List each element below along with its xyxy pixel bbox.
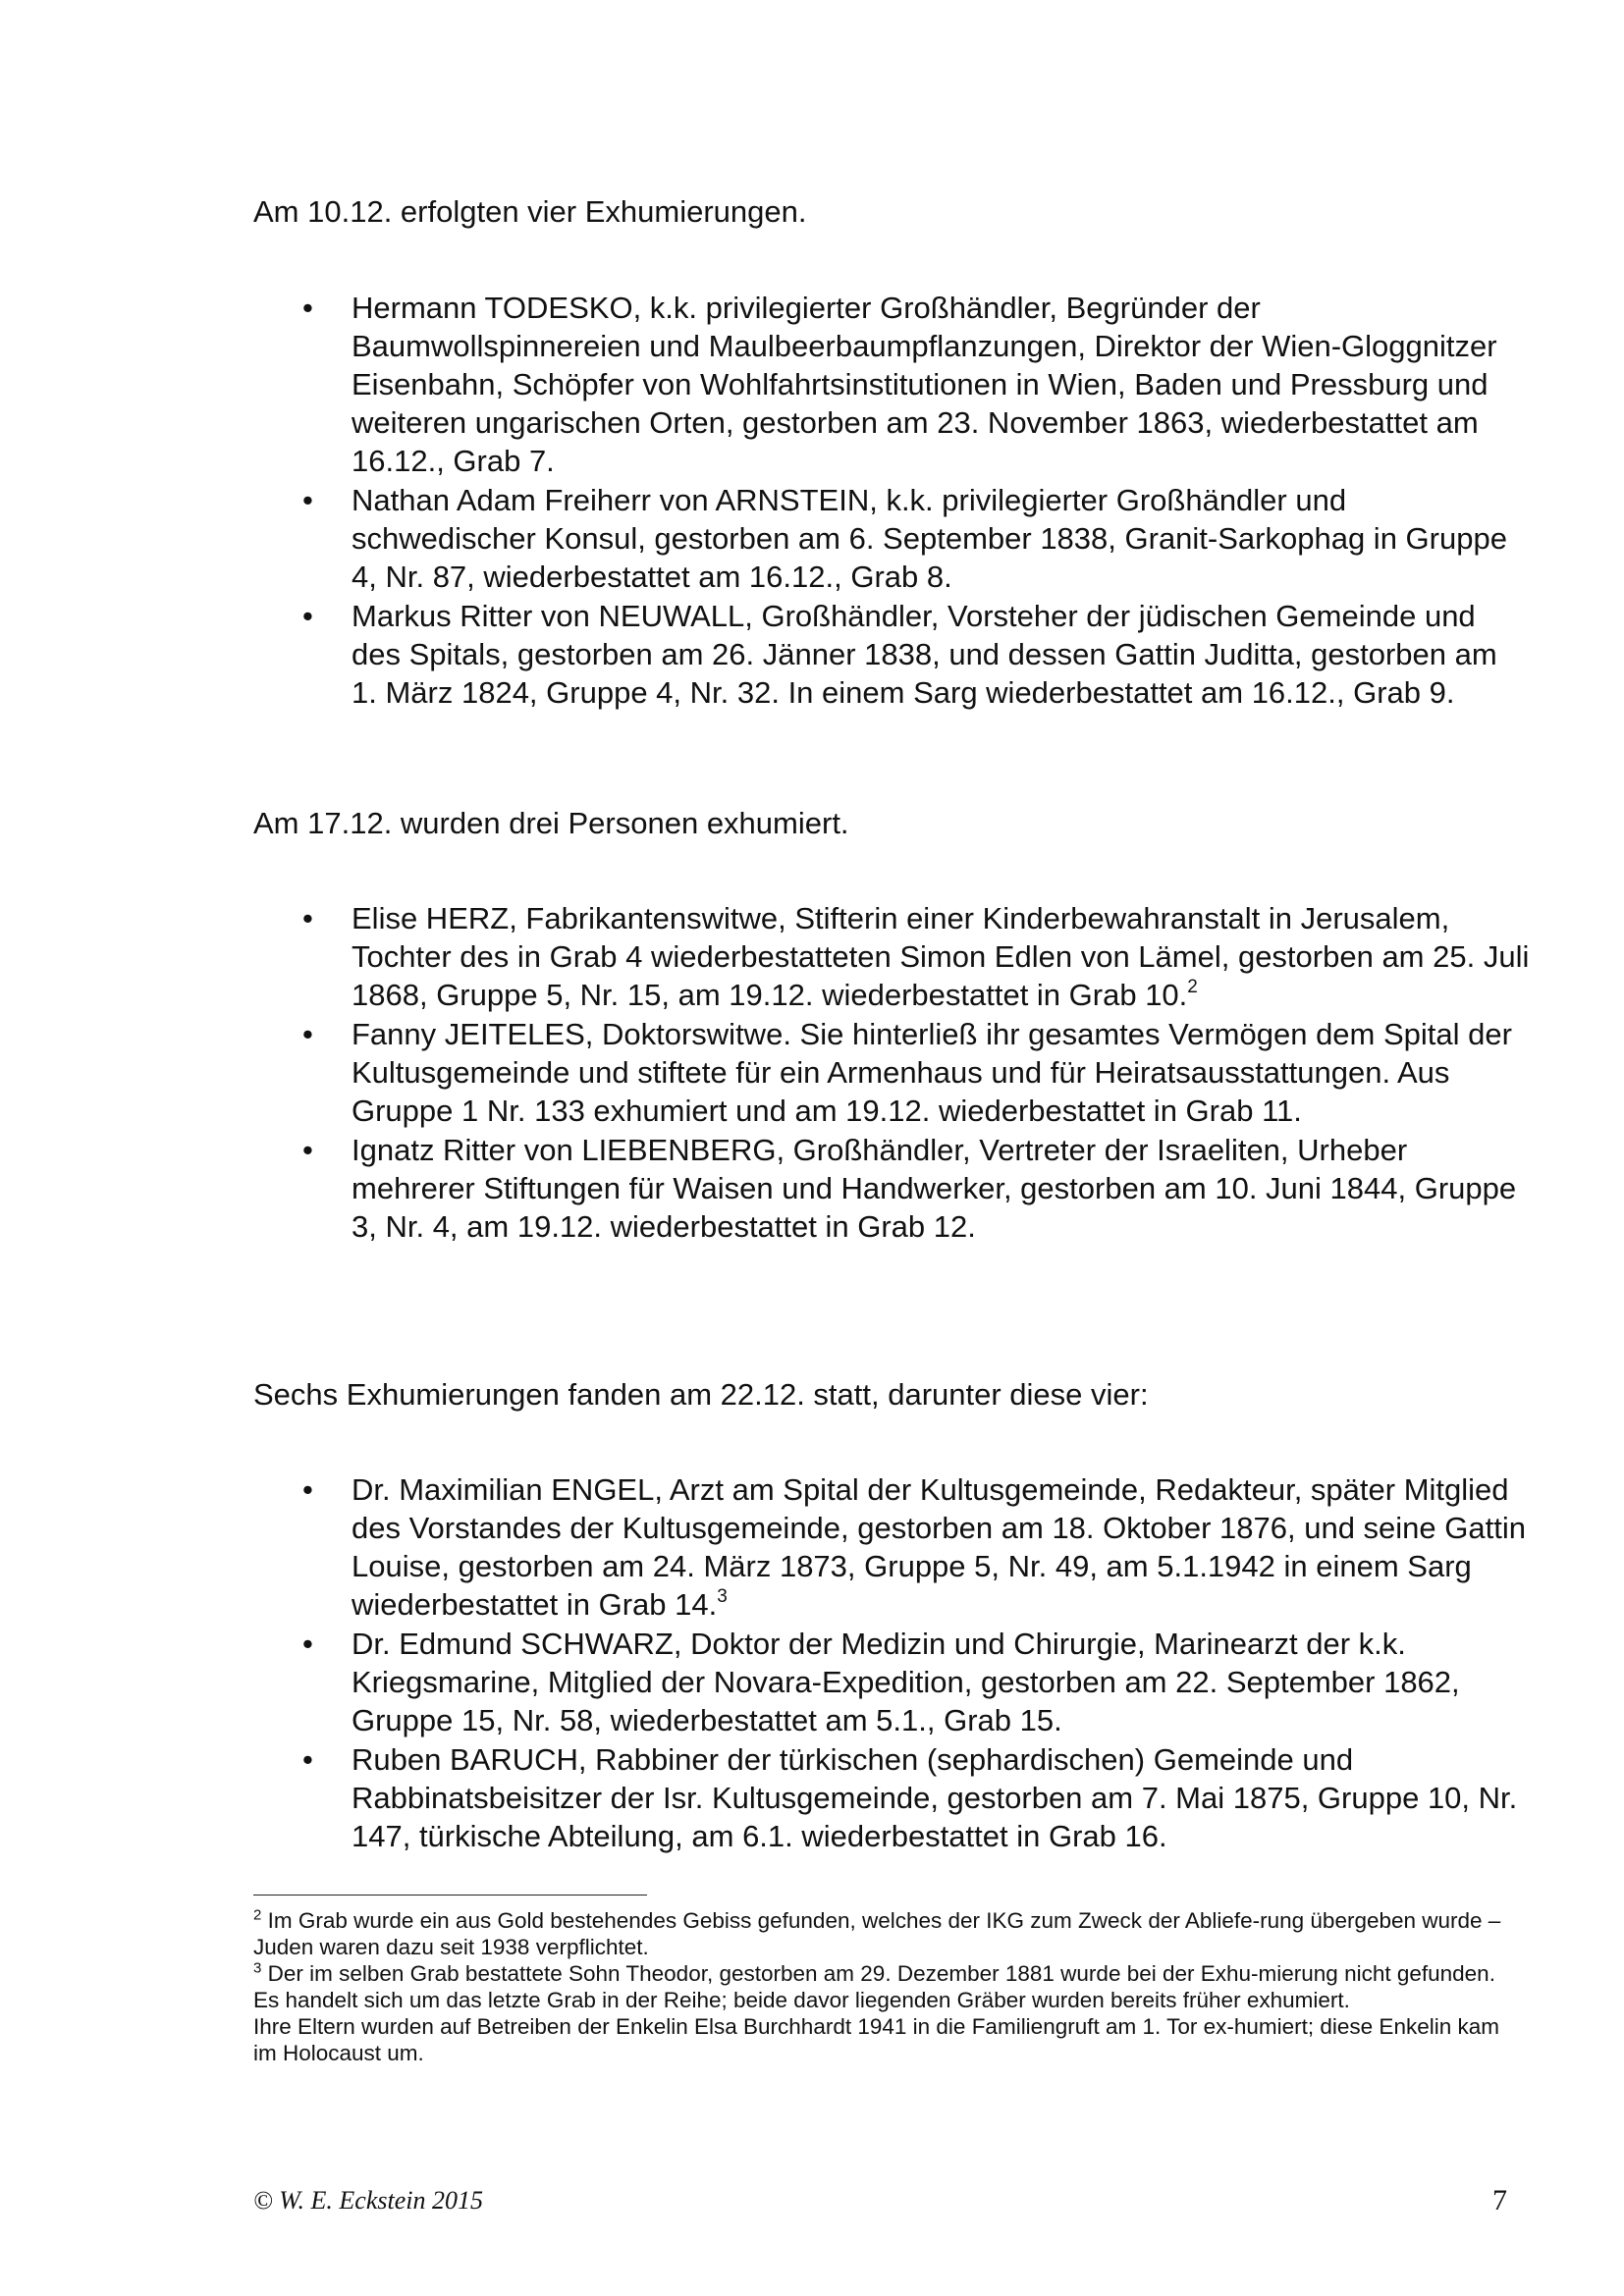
list-item-text: Ignatz Ritter von LIEBENBERG, Großhändler, Vertreter der Israeliten, Urheber mehrerer Stiftungen für Waisen und Handwerker, gestorben am 10. Juni 1844, Gruppe 3, Nr. 4, am 19.12. wiederbestattet in Grab 12. (352, 1133, 1517, 1244)
footnote-text: Der im selben Grab bestattete Sohn Theodor, gestorben am 29. Dezember 1881 wurde bei der Exhu-mierung nicht gefunden. Es handelt sich um das letzte Grab in der Reihe; beide davor liegenden Gräber wurden bereits früher exhumiert. (253, 1961, 1495, 2012)
bullet-icon: • (302, 901, 313, 935)
list-item-text: Fanny JEITELES, Doktorswitwe. Sie hinterließ ihr gesamtes Vermögen dem Spital der Kultusgemeinde und stiftete für ein Armenhaus und für Heiratsausstattungen. Aus Gruppe 1 Nr. 133 exhumiert und am 19.12. wiederbestattet in Grab 11. (352, 1017, 1512, 1128)
list-item-text: Dr. Edmund SCHWARZ, Doktor der Medizin und Chirurgie, Marinearzt der k.k. Kriegsmarine, Mitglied der Novara-Expedition, gestorben am 22. September 1862, Gruppe 15, Nr. 58, wiederbestattet am 5.1., Grab 15. (352, 1627, 1460, 1737)
list-item (253, 1131, 1530, 1246)
list-item-text: Nathan Adam Freiherr von ARNSTEIN, k.k. privilegierter Großhändler und schwedischer Konsul, gestorben am 6. September 1838, Granit-Sarkophag in Gruppe 4, Nr. 87, wiederbestattet am 16.12., Grab 8. (352, 483, 1507, 594)
section-intro: Sechs Exhumierungen fanden am 22.12. statt, darunter diese vier: (253, 1377, 1149, 1412)
bullet-icon: • (302, 1742, 313, 1777)
bullet-icon: • (302, 1017, 313, 1051)
bullet-list (253, 289, 1530, 713)
footnote-number: 2 (253, 1906, 262, 1924)
bullet-icon: • (302, 599, 313, 633)
list-item (253, 1740, 1530, 1855)
list-item (253, 899, 1530, 1014)
list-item-text (352, 899, 1530, 1014)
list-item (253, 597, 1530, 712)
list-item-text (352, 1470, 1530, 1624)
footnote-ref: 3 (717, 1585, 728, 1607)
list-item (253, 1625, 1530, 1739)
list-item (253, 1015, 1530, 1130)
bullet-icon: • (302, 1133, 313, 1167)
bullet-icon: • (302, 1472, 313, 1507)
list-item-text: Markus Ritter von NEUWALL, Großhändler, Vorsteher der jüdischen Gemeinde und des Spitals, gestorben am 26. Jänner 1838, und dessen Gattin Juditta, gestorben am 1. März 1824, Gruppe 4, Nr. 32. In einem Sarg wiederbestattet am 16.12., Grab 9. (352, 599, 1497, 710)
page-number: 7 (1492, 2184, 1507, 2216)
list-item-body: Elise HERZ, Fabrikantenswitwe, Stifterin einer Kinderbewahranstalt in Jerusalem, Tochter des in Grab 4 wiederbestatteten Simon Edlen von Lämel, gestorben am 25. Juli 1868, Gruppe 5, Nr. 15, am 19.12. wiederbestattet in Grab 10. (352, 901, 1530, 1012)
footnote-number: 3 (253, 1959, 262, 1977)
list-item (253, 481, 1530, 596)
bullet-icon: • (302, 483, 313, 517)
footnote (253, 1960, 1505, 2013)
list-item-body: Dr. Maximilian ENGEL, Arzt am Spital der Kultusgemeinde, Redakteur, später Mitglied des Vorstandes der Kultusgemeinde, gestorben am 18. Oktober 1876, und seine Gattin Louise, gestorben am 24. März 1873, Gruppe 5, Nr. 49, am 5.1.1942 in einem Sarg wiederbestattet in Grab 14. (352, 1472, 1526, 1622)
footnote-ref: 2 (1187, 976, 1198, 997)
list-item (253, 289, 1530, 480)
section-intro: Am 17.12. wurden drei Personen exhumiert. (253, 806, 849, 840)
list-item-text: Hermann TODESKO, k.k. privilegierter Großhändler, Begründer der Baumwollspinnereien und Maulbeerbaumpflanzungen, Direktor der Wien-Gloggnitzer Eisenbahn, Schöpfer von Wohlfahrtsinstitutionen in Wien, Baden und Pressburg und weiteren ungarischen Orten, gestorben am 23. November 1863, wiederbestattet am 16.12., Grab 7. (352, 291, 1497, 478)
bullet-icon: • (302, 291, 313, 325)
list-item-text: Ruben BARUCH, Rabbiner der türkischen (sephardischen) Gemeinde und Rabbinatsbeisitzer der Isr. Kultusgemeinde, gestorben am 7. Mai 1875, Gruppe 10, Nr. 147, türkische Abteilung, am 6.1. wiederbestattet in Grab 16. (352, 1742, 1518, 1853)
list-item (253, 1470, 1530, 1624)
bullet-list (253, 1470, 1530, 1856)
footnote-separator (253, 1895, 647, 1896)
footnotes (253, 1907, 1505, 2066)
copyright-notice: © W. E. Eckstein 2015 (253, 2186, 483, 2215)
footnote (253, 1907, 1505, 1960)
bullet-icon: • (302, 1627, 313, 1661)
footnote-text: Im Grab wurde ein aus Gold bestehendes Gebiss gefunden, welches der IKG zum Zweck der Abliefe-rung übergeben wurde – Juden waren dazu seit 1938 verpflichtet. (253, 1908, 1501, 1959)
section-intro: Am 10.12. erfolgten vier Exhumierungen. (253, 194, 807, 229)
footnote-continuation: Ihre Eltern wurden auf Betreiben der Enkelin Elsa Burchhardt 1941 in die Familiengruft am 1. Tor ex-humiert; diese Enkelin kam im Holocaust um. (253, 2014, 1499, 2065)
bullet-list (253, 899, 1530, 1247)
